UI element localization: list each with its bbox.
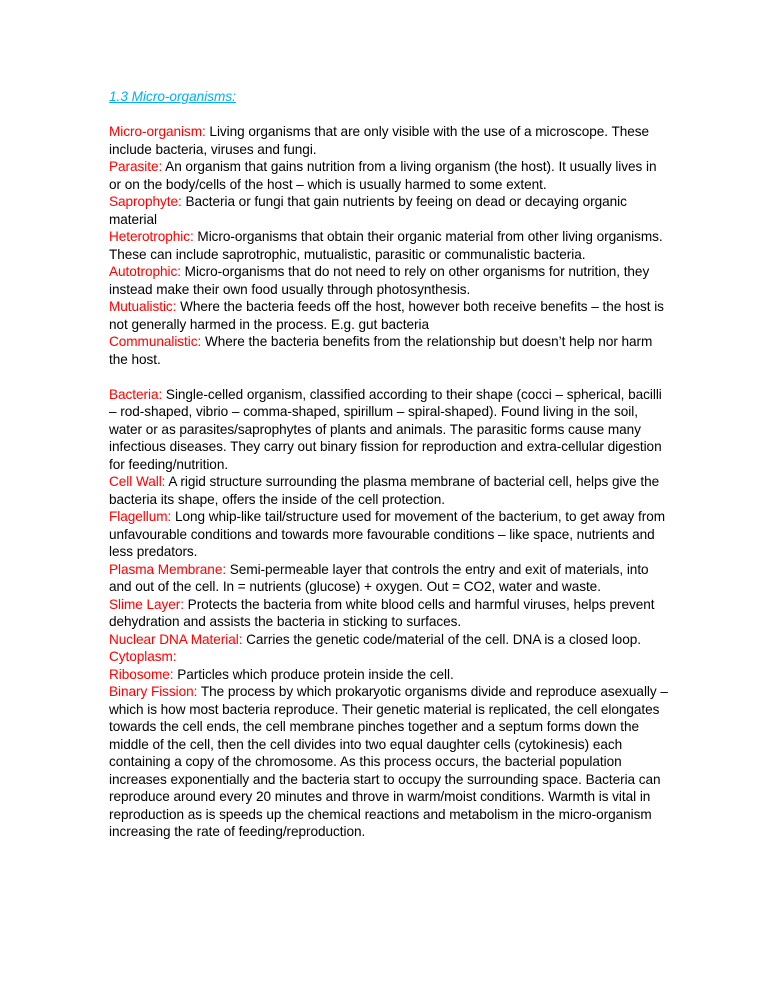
- definition-text: Single-celled organism, classified according to their shape (cocci – spherical, bacilli – rod-shaped, vibrio – comma-shaped, spirillum – spiral-shaped). Found living in the soil, water or as parasites/saprophytes of plants and animals. The parasitic forms cause many infectious diseases. They carry out binary fission for reproduction and extra-cellular digestion for feeding/nutrition.: [109, 386, 662, 472]
- definition-term: Slime Layer:: [109, 596, 184, 612]
- definition-entry: [109, 561, 669, 596]
- definition-text: Micro-organisms that do not need to rely on other organisms for nutrition, they instead make their own food usually through photosynthesis.: [109, 264, 650, 297]
- definition-entry: [109, 648, 669, 666]
- definition-term: Nuclear DNA Material:: [109, 631, 243, 647]
- definition-text: Where the bacteria benefits from the relationship but doesn’t help nor harm the host.: [109, 334, 653, 367]
- definition-text: Semi-permeable layer that controls the entry and exit of materials, into and out of the cell. In = nutrients (glucose) + oxygen. Out = CO2, water and waste.: [109, 561, 649, 594]
- definition-text: Living organisms that are only visible with the use of a microscope. These include bacteria, viruses and fungi.: [109, 124, 650, 157]
- definition-entry: [109, 631, 669, 649]
- definition-term: Cell Wall:: [109, 474, 166, 489]
- definition-text: Protects the bacteria from white blood cells and harmful viruses, helps prevent dehydration and assists the bacteria in sticking to surfaces.: [109, 596, 655, 629]
- definitions-group-general: [109, 123, 669, 368]
- definition-term: Bacteria:: [109, 386, 163, 402]
- definition-entry: [109, 508, 669, 561]
- definition-entry: [109, 123, 669, 158]
- definition-text: Micro-organisms that obtain their organic material from other living organisms. These can include saprotrophic, mutualistic, parasitic or communalistic bacteria.: [109, 229, 663, 262]
- definition-entry: [109, 263, 669, 298]
- definition-text: The process by which prokaryotic organisms divide and reproduce asexually – which is how most bacteria reproduce. Their genetic material is replicated, the cell elongates towards the cell ends, the cell membrane pinches together and a septum forms down the middle of the cell, then the cell divides into two equal daughter cells (cytokinesis) each containing a copy of the chromosome. As this process occurs, the bacterial population increases exponentially and the bacteria start to occupy the surrounding space. Bacteria can reproduce around every 20 minutes and throve in warm/moist conditions. Warmth is vital in reproduction as is speeds up the chemical reactions and metabolism in the micro-organism increasing the rate of feeding/reproduction.: [109, 684, 668, 839]
- definition-entry: [109, 298, 669, 333]
- definition-entry: [109, 666, 669, 684]
- definition-term: Flagellum:: [109, 509, 172, 524]
- definition-text: Particles which produce protein inside the cell.: [173, 666, 454, 682]
- paragraph-spacer: [109, 368, 669, 386]
- definition-text: Where the bacteria feeds off the host, however both receive benefits – the host is not generally harmed in the process. E.g. gut bacteria: [109, 299, 664, 332]
- definition-entry: [109, 683, 669, 841]
- definition-entry: [109, 596, 669, 631]
- definition-entry: [109, 386, 669, 474]
- definition-term: Micro-organism:: [109, 124, 206, 139]
- definition-term: Mutualistic:: [109, 299, 177, 314]
- definition-text: Bacteria or fungi that gain nutrients by feeing on dead or decaying organic material: [109, 194, 627, 227]
- definition-term: Heterotrophic:: [109, 229, 194, 244]
- definition-text: Long whip-like tail/structure used for movement of the bacterium, to get away from unfavourable conditions and towards more favourable conditions – like space, nutrients and less predators.: [109, 509, 665, 559]
- definition-entry: [109, 193, 669, 228]
- definition-term: Binary Fission:: [109, 684, 198, 699]
- definition-entry: [109, 333, 669, 368]
- definition-term: Plasma Membrane:: [109, 561, 227, 577]
- definition-term: Autotrophic:: [109, 264, 181, 279]
- definition-term: Parasite:: [109, 159, 163, 174]
- definitions-group-bacteria: [109, 386, 669, 841]
- definition-text: A rigid structure surrounding the plasma membrane of bacterial cell, helps give the bacteria its shape, offers the inside of the cell protection.: [109, 474, 660, 507]
- section-heading: 1.3 Micro-organisms:: [109, 89, 236, 104]
- definition-entry: [109, 158, 669, 193]
- definition-term: Ribosome:: [109, 666, 174, 682]
- definition-entry: [109, 473, 669, 508]
- definition-text: An organism that gains nutrition from a living organism (the host). It usually lives in or on the body/cells of the host – which is usually harmed to some extent.: [109, 159, 657, 192]
- document-page: [109, 88, 669, 841]
- definition-term: Communalistic:: [109, 334, 202, 349]
- definition-term: Saprophyte:: [109, 194, 182, 209]
- definition-text: Carries the genetic code/material of the cell. DNA is a closed loop.: [242, 631, 641, 647]
- definition-term: Cytoplasm:: [109, 649, 177, 664]
- definition-entry: [109, 228, 669, 263]
